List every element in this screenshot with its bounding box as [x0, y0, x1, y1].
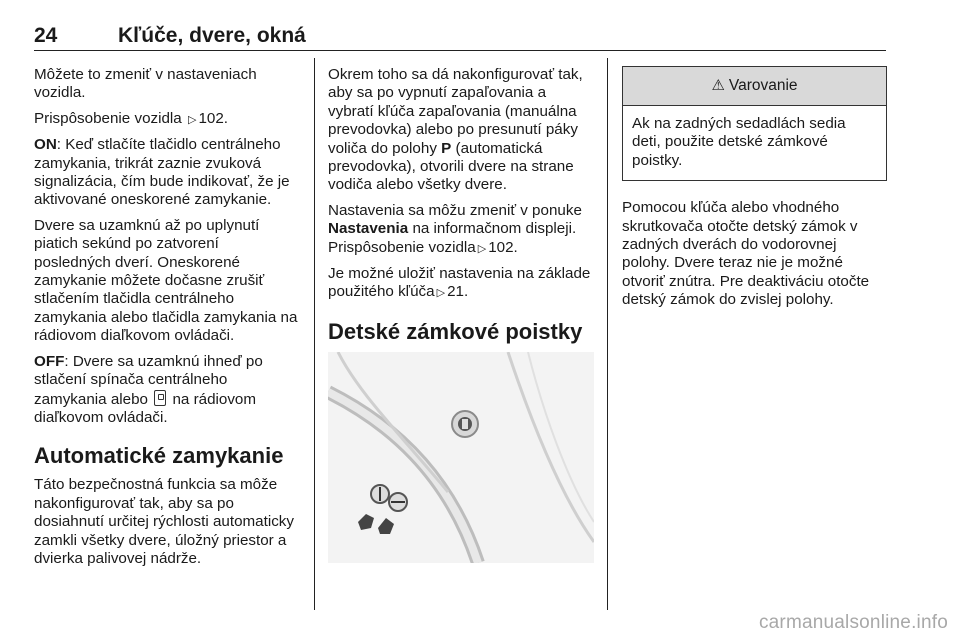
on-label: ON: [34, 136, 57, 154]
paragraph: [34, 136, 299, 210]
warning-icon: ⚠: [711, 76, 725, 94]
link-text: Prispôsobenie vozidla: [34, 109, 182, 127]
menu-settings: Nastavenia: [328, 220, 409, 238]
off-label: OFF: [34, 352, 65, 370]
paragraph: [328, 202, 594, 258]
heading-automatic-locking: Automatické zamykanie: [34, 443, 284, 469]
page-header: [34, 22, 886, 51]
paragraph-text: na informačnom displeji.: [412, 220, 577, 238]
warning-text: Ak na zadných sedadlách sedia deti, použite detské zámkové poistky.: [632, 115, 846, 169]
paragraph-text: Je možné uložiť nastavenia na základe použitého kľúča: [328, 265, 591, 301]
link-text: Prispôsobenie vozidla: [328, 238, 476, 256]
reference-arrow-icon: ▷: [436, 287, 446, 300]
column-divider: [607, 58, 608, 610]
paragraph-text: Okrem toho sa dá nakonfigurovať tak, aby sa po vypnutí zapaľovania a vybratí kľúča zapaľovania (manuálna prevodovka) alebo po presunutí páky voliča do polohy: [328, 66, 583, 157]
paragraph: [34, 353, 299, 428]
gear-position-p: P: [441, 139, 452, 157]
paragraph: Môžete to zmeniť v nastaveniach vozidla.: [34, 66, 257, 102]
paragraph-text: : Dvere sa uzamknú ihneď po stlačení spínača centrálneho zamykania alebo: [34, 352, 263, 408]
paragraph: [328, 265, 594, 303]
paragraph: Táto bezpečnostná funkcia sa môže nakonfigurovať tak, aby sa po dosiahnutí určitej rýchlosti automaticky zamkli všetky dvere, úložný priestor a dvierka palivovej nádrže.: [34, 476, 294, 567]
reference-arrow-icon: ▷: [187, 113, 197, 126]
paragraph: Pomocou kľúča alebo vhodného skrutkovača otočte detský zámok v zadných dverách do vodorovnej polohy. Dvere teraz nie je možné otvoriť znútra. Pre deaktiváciu otočte detský zámok do zvislej polohy.: [622, 199, 870, 309]
paragraph: Dvere sa uzamknú až po uplynutí piatich sekúnd po zatvorení posledných dverí. Oneskorené zamykanie môžete dočasne zrušiť stlačením tlačidla centrálneho zamykania alebo tlačidla zamykania na rádiovom diaľkovom ovládači.: [34, 216, 298, 345]
column-right: [622, 66, 887, 317]
warning-box: [622, 66, 887, 181]
page-reference[interactable]: 21.: [447, 283, 469, 301]
paragraph: [328, 66, 594, 195]
page-reference[interactable]: 102.: [488, 238, 518, 256]
warning-header: [623, 67, 886, 106]
reference-arrow-icon: ▷: [477, 242, 487, 255]
page-reference[interactable]: 102.: [198, 109, 229, 127]
watermark: carmanualsonline.info: [758, 612, 948, 633]
paragraph-text: (automatická prevodovka), otvorili dvere na strane vodiča alebo všetky dvere.: [328, 139, 574, 194]
column-left: [34, 66, 299, 575]
paragraph: [34, 110, 299, 129]
section-title: Kľúče, dvere, okná: [118, 24, 306, 47]
column-divider: [314, 58, 315, 610]
paragraph-text: : Keď stlačíte tlačidlo centrálneho zamykania, trikrát zaznie zvuková signalizácia, čím bude indikovať, že je aktivované oneskorené zamykanie.: [34, 136, 290, 209]
heading-child-locks: Detské zámkové poistky: [328, 318, 583, 344]
column-middle: [328, 66, 594, 563]
warning-title: Varovanie: [728, 76, 798, 94]
page-number: 24: [34, 24, 58, 47]
paragraph-text: na rádiovom diaľkovom ovládači.: [34, 390, 257, 426]
paragraph-text: Nastavenia sa môžu zmeniť v ponuke: [328, 201, 582, 219]
remote-lock-icon: [154, 390, 166, 406]
child-lock-illustration: [328, 352, 594, 563]
